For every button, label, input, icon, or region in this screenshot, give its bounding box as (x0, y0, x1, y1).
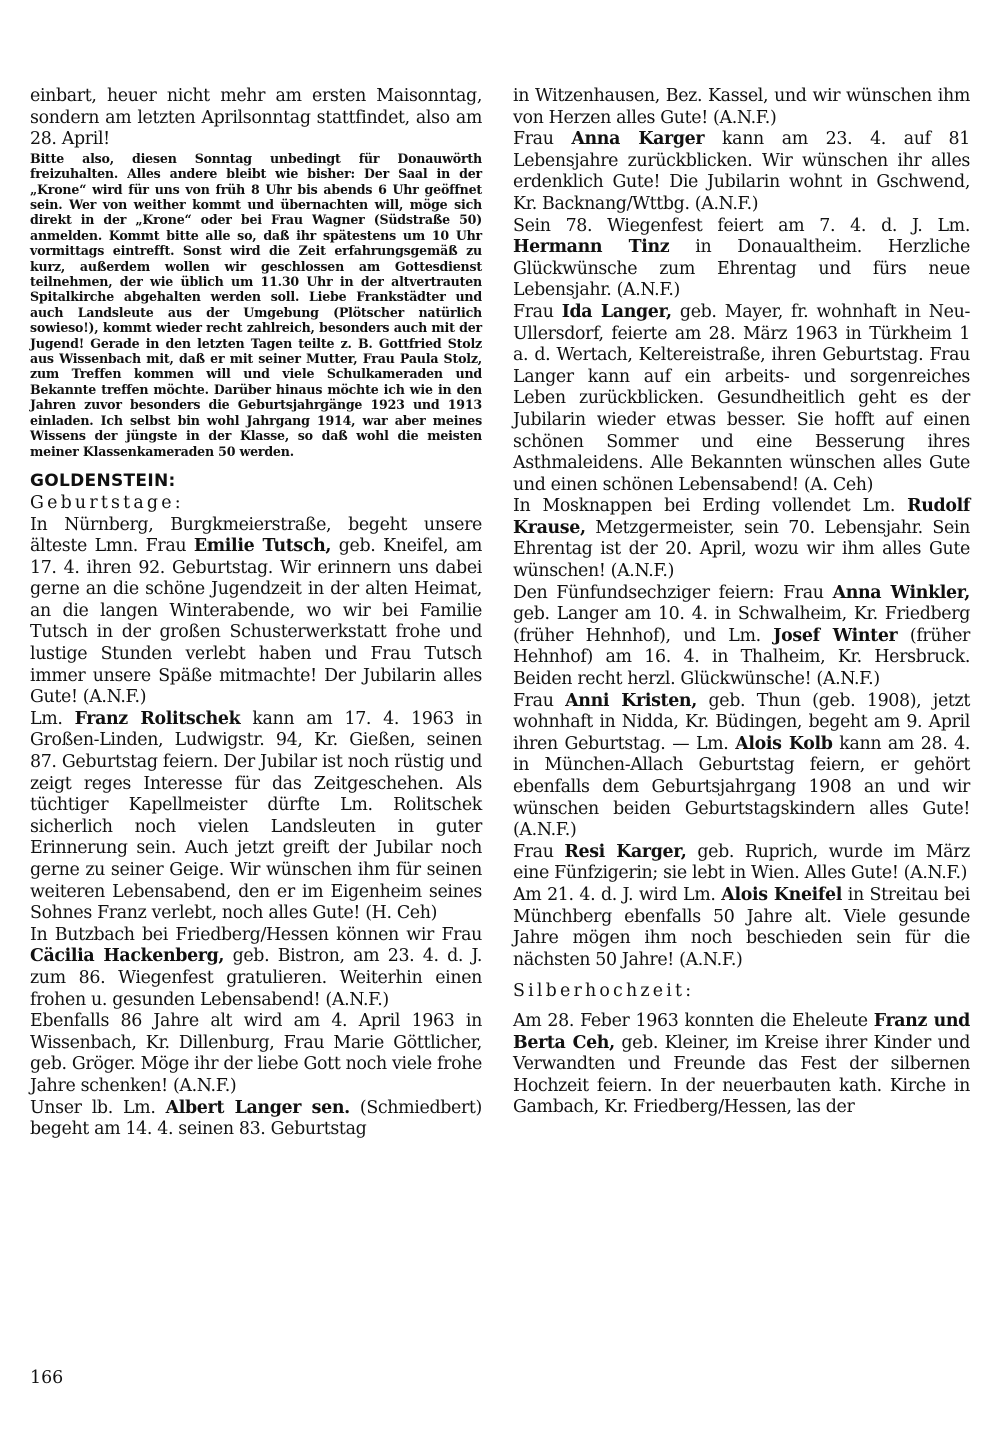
entry-marie-goettlicher: Ebenfalls 86 Jahre alt wird am 4. April 1963 in Wissenbach, Kr. Dillenburg, Frau Marie Göttlicher, geb. Gröger. Möge ihr der liebe Gott noch viele frohe Jahre schenken! (A.N.F.) (30, 1011, 482, 1096)
entry-franz-rolitschek: Lm. Franz Rolitschek kann am 17. 4. 1963 in Großen-Linden, Ludwigstr. 94, Kr. Gießen, seinen 87. Geburtstag feiern. Der Jubilar ist noch rüstig und zeigt reges Interesse für das Zeitgeschehen. Als tüchtiger Kapellmeister dürfte Lm. Rolitschek sicherlich noch vielen Landsleuten in guter Erinnerung sein. Auch jetzt greift der Jubilar noch gerne zu seiner Geige. Wir wünschen ihm für seinen weiteren Lebensabend, den er im Eigenheim seines Sohnes Franz verlebt, noch alles Gute! (H. Ceh) (30, 708, 482, 924)
entry-hermann-tinz: Sein 78. Wiegenfest feiert am 7. 4. d. J. Lm. Hermann Tinz in Donaualtheim. Herzliche Glückwünsche zum Ehrentag und fürs neue Lebensjahr. (A.N.F.) (513, 215, 970, 301)
entry-resi-karger: Frau Resi Karger, geb. Ruprich, wurde im März eine Fünfzigerin; sie lebt in Wien. Alles Gute! (A.N.F.) (513, 841, 970, 884)
entry-ida-langer: Frau Ida Langer, geb. Mayer, fr. wohnhaft in Neu-Ullersdorf, feierte am 28. März 1963 in Türkheim 1 a. d. Wertach, Keltereistraße, ihren Geburtstag. Frau Langer kann auf ein arbeits- und sorgenreiches Leben zurückblicken. Gesundheitlich geht es der Jubilarin wieder etwas besser. Sie hofft auf einen schönen Sommer und eine Besserung ihres Asthmaleidens. Alle Bekannten wünschen alles Gute und einen schönen Lebensabend! (A. Ceh) (513, 301, 970, 495)
entry-caecilia-hackenberg: In Butzbach bei Friedberg/Hessen können wir Frau Cäcilia Hackenberg, geb. Bistron, am 23. 4. d. J. zum 86. Wiegenfest gratulieren. Weiterhin einen frohen u. gesunden Lebensabend! (A.N.F.) (30, 924, 483, 1010)
entry-continuation: in Witzenhausen, Bez. Kassel, und wir wünschen ihm von Herzen alles Gute! (A.N.F.) (513, 86, 970, 128)
entry-alois-kneifel: Am 21. 4. d. J. wird Lm. Alois Kneifel in Streitau bei Münchberg ebenfalls 50 Jahre alt. Viele gesunde Jahre mögen ihm noch beschieden sein für die nächsten 50 Jahre! (A.N.F.) (513, 884, 971, 970)
subheading-silver-wedding: Silberhochzeit: (513, 981, 695, 1002)
page-number: 166 (30, 1368, 64, 1388)
intro-paragraph: einbart, heuer nicht mehr am ersten Maisonntag, sondern am letzten Aprilsonntag stattfindet, also am 28. April! (30, 86, 482, 150)
entry-albert-langer: Unser lb. Lm. Albert Langer sen. (Schmiedbert) begeht am 14. 4. seinen 83. Geburtstag (30, 1097, 482, 1140)
entry-emilie-tutsch: In Nürnberg, Burgkmeierstraße, begeht unsere älteste Lmn. Frau Emilie Tutsch, geb. Kneifel, am 17. 4. ihren 92. Geburtstag. Wir erinnern uns dabei gerne an die schöne Jugendzeit in der alten Heimat, an die langen Winterabende, wo wir bei Familie Tutsch in der großen Schusterwerkstatt frohe und lustige Stunden verlebt haben und Frau Tutsch immer unsere Späße mitmachte! Der Jubilarin alles Gute! (A.N.F.) (30, 514, 482, 708)
section-heading-goldenstein: GOLDENSTEIN: (30, 470, 176, 491)
subheading-birthdays: Geburtstage: (30, 492, 184, 513)
entry-kristen-kolb: Frau Anni Kristen, geb. Thun (geb. 1908), jetzt wohnhaft in Nidda, Kr. Büdingen, begeht am 9. April ihren Geburtstag. — Lm. Alois Kolb kann am 28. 4. in München-Allach Geburtstag feiern, er gehört ebenfalls dem Geburtsjahrgang 1908 an und wir wünschen beiden Geburtstagskindern alles Gute! (A.N.F.) (513, 690, 971, 841)
entry-franz-berta-ceh: Am 28. Feber 1963 konnten die Eheleute Franz und Berta Ceh, geb. Kleiner, im Kreise ihrer Kinder und Verwandten und Freunde das Fest der silbernen Hochzeit feiern. In der neuerbauten kath. Kirche in Gambach, Kr. Friedberg/Hessen, las der (513, 1010, 970, 1118)
entry-rudolf-krause: In Mosknappen bei Erding vollendet Lm. Rudolf Krause, Metzgermeister, sein 70. Lebensjahr. Sein Ehrentag ist der 20. April, wozu wir ihm alles Gute wünschen! (A.N.F.) (513, 496, 970, 582)
notice-paragraph: Bitte also, diesen Sonntag unbedingt für Donauwörth freizuhalten. Alles andere bleibt wie bisher: Der Saal in der „Krone“ wird für uns von früh 8 Uhr bis abends 6 Uhr geöffnet sein. Wer von weither kommt und übernachten will, möge sich direkt in der „Krone“ oder bei Frau Wagner (Südstraße 50) anmelden. Kommt bitte alle so, daß ihr spätestens um 10 Uhr vormittags eintrefft. Sonst wird die Zeit erfahrungsgemäß zu kurz, außerdem wollen wir geschlossen am Gottesdienst teilnehmen, der wie üblich um 11.30 Uhr in der altvertrauten Spitalkirche abgehalten werden soll. Liebe Frankstädter und auch Landsleute aus der Umgebung (Plötscher natürlich sowieso!), kommt wieder recht zahlreich, besonders auch mit der Jugend! Gerade in den letzten Tagen teilte z. B. Gottfried Stolz aus Wissenbach mit, daß er mit seiner Mutter, Frau Paula Stolz, zum Treffen kommen will und viele Schulkameraden und Bekannte treffen möchte. Darüber hinaus möchte ich wie in den Jahren zuvor besonders die Geburtsjahrgänge 1923 und 1913 einladen. Ich selbst bin wohl Jahrgang 1914, war aber meines Wissens der jüngste in der Klasse, so daß wohl die meisten meiner Klassenkameraden 50 werden. (30, 150, 482, 459)
left-column (30, 86, 482, 1141)
entry-anna-karger: Frau Anna Karger kann am 23. 4. auf 81 Lebensjahre zurückblicken. Wir wünschen ihr alles erdenklich Gute! Die Jubilarin wohnt in Gschwend, Kr. Backnang/Wttbg. (A.N.F.) (513, 129, 970, 214)
right-column (513, 86, 970, 1119)
entry-winkler-winter: Den Fünfundsechziger feiern: Frau Anna Winkler, geb. Langer am 10. 4. in Schwalheim, Kr. Friedberg (früher Hehnhof), und Lm. Josef Winter (früher Hehnhof) am 16. 4. in Thalheim, Kr. Hersbruck. Beiden recht herzl. Glückwünsche! (A.N.F.) (513, 582, 970, 690)
